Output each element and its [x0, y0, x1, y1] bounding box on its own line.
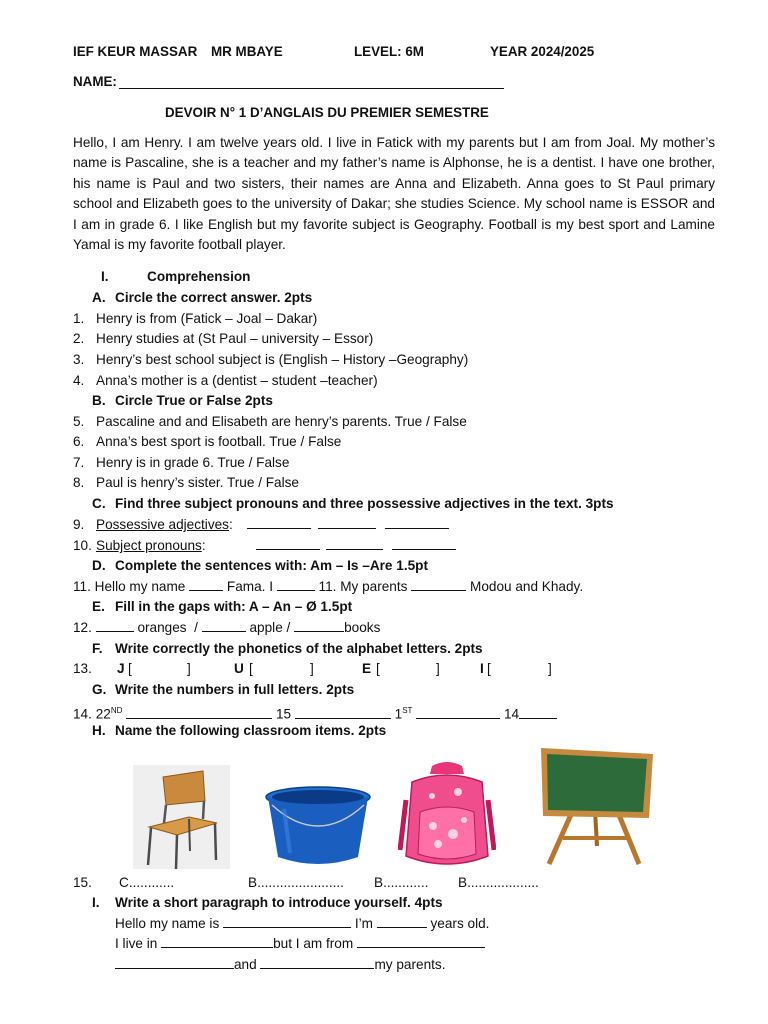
answer-blank[interactable]	[115, 957, 234, 969]
bracket-close: ]	[187, 661, 191, 676]
answer-blank[interactable]	[377, 916, 427, 928]
question-11: 11. Hello my name Fama. I 11. My parents Modou and Khady.	[73, 579, 584, 594]
answer-blank[interactable]	[326, 538, 383, 550]
list-item: 5. Pascaline and and Elisabeth are henry’s parents. True / False	[73, 414, 467, 429]
list-item: 3. Henry’s best school subject is (English – History –Geography)	[73, 352, 469, 367]
paragraph-line-2: I live in but I am from	[115, 935, 485, 953]
answer-blank[interactable]	[202, 620, 246, 632]
section-title: Comprehension	[147, 269, 251, 284]
question-12: 12. oranges / apple / books	[73, 620, 381, 635]
answer-blank[interactable]	[295, 707, 391, 719]
school-year: YEAR 2024/2025	[490, 44, 595, 59]
bucket-image	[264, 785, 372, 868]
part-b-heading: B. Circle True or False 2pts	[92, 393, 273, 408]
answer-blank[interactable]	[357, 936, 485, 948]
backpack-image	[398, 760, 496, 869]
answer-blank[interactable]	[411, 579, 466, 591]
paragraph-line-3: and my parents.	[115, 956, 445, 974]
part-c-heading: C. Find three subject pronouns and three possessive adjectives in the text. 3pts	[92, 496, 614, 511]
bracket-close: ]	[548, 661, 552, 676]
level: LEVEL: 6M	[354, 44, 424, 59]
q13-number: 13.	[73, 661, 92, 676]
answer-blank[interactable]	[318, 517, 376, 529]
part-g-heading: G. Write the numbers in full letters. 2pts	[92, 682, 355, 697]
answer-chair[interactable]: C............	[119, 875, 175, 890]
name-field[interactable]	[119, 88, 504, 89]
answer-blank[interactable]	[385, 517, 449, 529]
letter-i: I	[480, 661, 484, 676]
list-item: 2. Henry studies at (St Paul – university – Essor)	[73, 331, 374, 346]
answer-blank[interactable]	[189, 579, 223, 591]
letter-u: U	[234, 661, 244, 676]
part-d-heading: D. Complete the sentences with: Am – Is –Are 1.5pt	[92, 558, 428, 573]
chair-image	[133, 765, 230, 869]
answer-blank[interactable]	[260, 957, 374, 969]
name-label: NAME:	[73, 74, 117, 89]
bracket-close: ]	[310, 661, 314, 676]
question-9: 9. Possessive adjectives:	[73, 517, 233, 532]
part-i-heading: I. Write a short paragraph to introduce yourself. 4pts	[92, 895, 443, 910]
school-name: IEF KEUR MASSAR	[73, 44, 198, 59]
part-f-heading: F. Write correctly the phonetics of the alphabet letters. 2pts	[92, 641, 483, 656]
chalkboard-image	[539, 746, 655, 866]
part-a-heading: A. Circle the correct answer. 2pts	[92, 290, 313, 305]
answer-blank[interactable]	[126, 707, 272, 719]
list-item: 7. Henry is in grade 6. True / False	[73, 455, 290, 470]
bracket-open: [	[128, 661, 132, 676]
list-item: 8. Paul is henry’s sister. True / False	[73, 475, 299, 490]
answer-blank[interactable]	[161, 936, 273, 948]
answer-blank[interactable]	[277, 579, 315, 591]
answer-blank[interactable]	[256, 538, 320, 550]
answer-blank[interactable]	[223, 916, 351, 928]
list-item: 4. Anna’s mother is a (dentist – student –teacher)	[73, 373, 378, 388]
q15-number: 15.	[73, 875, 92, 890]
answer-blank[interactable]	[519, 707, 557, 719]
list-item: 6. Anna’s best sport is football. True / False	[73, 434, 342, 449]
letter-j: J	[117, 661, 125, 676]
paragraph-line-1: Hello my name is I’m years old.	[115, 916, 490, 931]
answer-bucket[interactable]: B.......................	[248, 875, 344, 890]
answer-blank[interactable]	[294, 620, 344, 632]
bracket-close: ]	[436, 661, 440, 676]
letter-e: E	[362, 661, 372, 676]
answer-blank[interactable]	[392, 538, 456, 550]
list-item: 1. Henry is from (Fatick – Joal – Dakar)	[73, 311, 318, 326]
part-e-heading: E. Fill in the gaps with: A – An – Ø 1.5pt	[92, 599, 353, 614]
bracket-open: [	[376, 661, 380, 676]
teacher-name: MR MBAYE	[211, 44, 283, 59]
part-h-heading: H. Name the following classroom items. 2pts	[92, 723, 387, 738]
reading-text: Hello, I am Henry. I am twelve years old. I live in Fatick with my parents but I am from Joal. My mother’s name is Pascaline, she is a teacher and my father’s name is Alphonse, he is a dentist. I have one brother, his name is Paul and two sisters, their names are Anna and Elizabeth. Anna goes to St Paul primary school and Elizabeth goes to the university of Dakar; she studies Science. My school name is ESSOR and I am in grade 6. I like English but my favorite subject is Geography. Football is my best sport and Lamine Yamal is my favorite football player.	[73, 135, 715, 253]
bracket-open: [	[249, 661, 253, 676]
question-10: 10. Subject pronouns:	[73, 538, 206, 553]
page-title: DEVOIR N° 1 D’ANGLAIS DU PREMIER SEMESTRE	[165, 105, 489, 120]
question-14: 14. 22ND 15 1ST 14	[73, 702, 557, 724]
answer-board[interactable]: B...................	[458, 875, 539, 890]
answer-backpack[interactable]: B............	[374, 875, 429, 890]
bracket-open: [	[487, 661, 491, 676]
section-numeral: I.	[101, 269, 109, 284]
answer-blank[interactable]	[247, 517, 311, 529]
answer-blank[interactable]	[96, 620, 134, 632]
answer-blank[interactable]	[416, 707, 500, 719]
